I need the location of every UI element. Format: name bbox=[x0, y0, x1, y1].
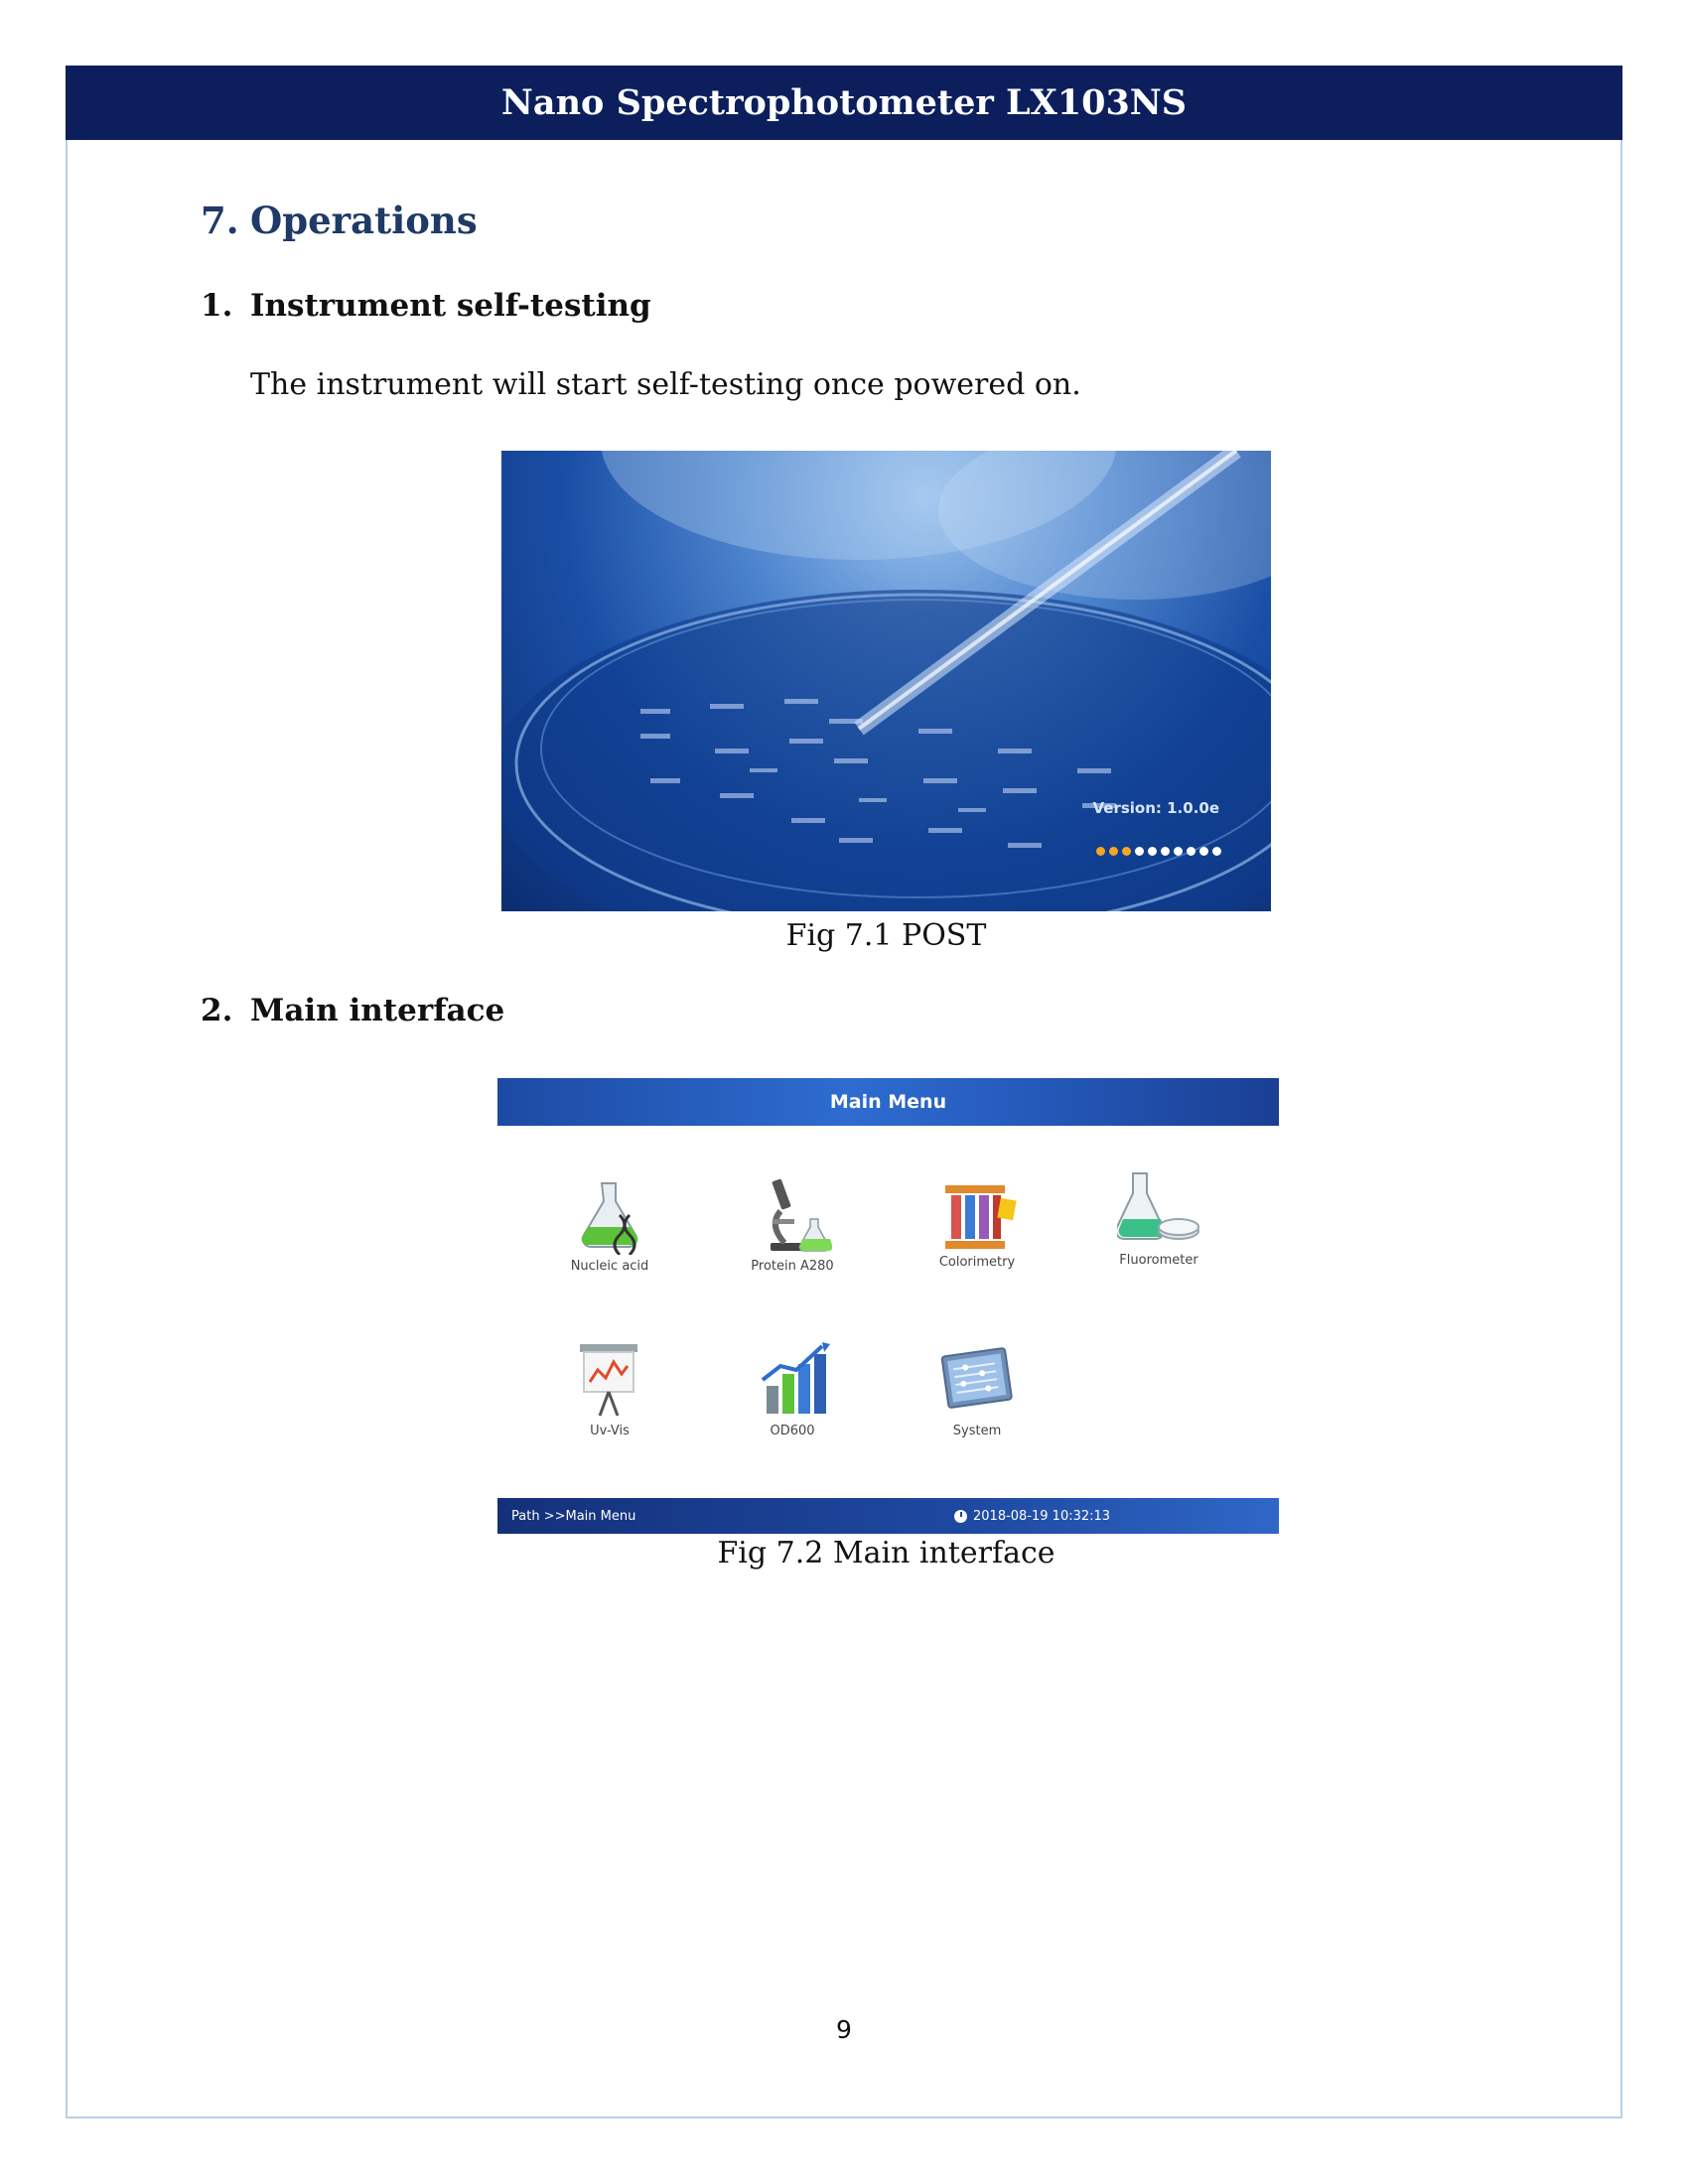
progress-dot bbox=[1174, 847, 1183, 856]
menu-item-label: System bbox=[952, 1424, 1002, 1438]
bar-chart-icon bbox=[753, 1340, 832, 1420]
progress-dot bbox=[1187, 847, 1196, 856]
paragraph-self-testing: The instrument will start self-testing once powered on. bbox=[250, 367, 1081, 402]
main-menu-title: Main Menu bbox=[829, 1091, 947, 1113]
menu-item-od600[interactable] bbox=[723, 1340, 862, 1438]
microscope-icon bbox=[753, 1175, 832, 1255]
chart-board-icon bbox=[570, 1340, 649, 1420]
datetime-display bbox=[954, 1509, 1110, 1524]
main-menu-titlebar bbox=[497, 1078, 1279, 1126]
header-title: Nano Spectrophotometer LX103NS bbox=[500, 82, 1188, 123]
document-header bbox=[66, 66, 1622, 140]
menu-item-label: Protein A280 bbox=[751, 1259, 834, 1274]
clock-icon bbox=[954, 1510, 967, 1523]
menu-item-fluorometer[interactable] bbox=[1089, 1169, 1228, 1268]
progress-dot bbox=[1096, 847, 1105, 856]
post-screen-image bbox=[501, 451, 1271, 911]
progress-dot bbox=[1109, 847, 1118, 856]
section-heading bbox=[201, 199, 478, 242]
subsection-title: Main interface bbox=[250, 993, 505, 1028]
progress-dot bbox=[1161, 847, 1170, 856]
page-number: 9 bbox=[836, 2015, 852, 2044]
figure-caption-main: Fig 7.2 Main interface bbox=[717, 1536, 1055, 1570]
menu-item-colorimetry[interactable] bbox=[908, 1175, 1047, 1270]
section-title: Operations bbox=[250, 199, 478, 242]
menu-item-label: Colorimetry bbox=[938, 1255, 1016, 1270]
petri-dish-illustration bbox=[501, 451, 1271, 911]
subsection-heading-1 bbox=[201, 288, 651, 324]
subsection-number: 1. bbox=[201, 288, 233, 324]
menu-item-label: OD600 bbox=[770, 1424, 815, 1438]
progress-dot bbox=[1199, 847, 1208, 856]
subsection-title: Instrument self-testing bbox=[250, 288, 651, 324]
figure-caption-post: Fig 7.1 POST bbox=[785, 918, 987, 953]
version-label: Version: 1.0.0e bbox=[1092, 799, 1219, 817]
settings-tablet-icon bbox=[937, 1340, 1017, 1420]
menu-item-uv-vis[interactable] bbox=[540, 1340, 679, 1438]
subsection-heading-2 bbox=[201, 993, 504, 1028]
progress-dot bbox=[1212, 847, 1221, 856]
menu-item-protein-a280[interactable] bbox=[723, 1175, 862, 1274]
progress-dot bbox=[1148, 847, 1157, 856]
subsection-number: 2. bbox=[201, 993, 233, 1028]
test-tube-rack-icon bbox=[937, 1175, 1017, 1251]
menu-item-label: Nucleic acid bbox=[570, 1259, 649, 1274]
menu-item-label: Uv-Vis bbox=[590, 1424, 630, 1438]
progress-dot bbox=[1135, 847, 1144, 856]
flask-petri-icon bbox=[1117, 1169, 1200, 1249]
menu-item-label: Fluorometer bbox=[1119, 1253, 1198, 1268]
main-menu-statusbar bbox=[497, 1498, 1279, 1534]
main-interface-screenshot bbox=[497, 1078, 1279, 1534]
breadcrumb: Path >>Main Menu bbox=[511, 1509, 636, 1524]
datetime-text: 2018-08-19 10:32:13 bbox=[973, 1509, 1111, 1524]
section-number: 7. bbox=[201, 199, 239, 242]
nucleic-acid-flask-icon bbox=[570, 1175, 649, 1255]
menu-item-nucleic-acid[interactable] bbox=[540, 1175, 679, 1274]
menu-item-system[interactable] bbox=[908, 1340, 1047, 1438]
progress-dot bbox=[1122, 847, 1131, 856]
progress-dots bbox=[1096, 847, 1221, 856]
